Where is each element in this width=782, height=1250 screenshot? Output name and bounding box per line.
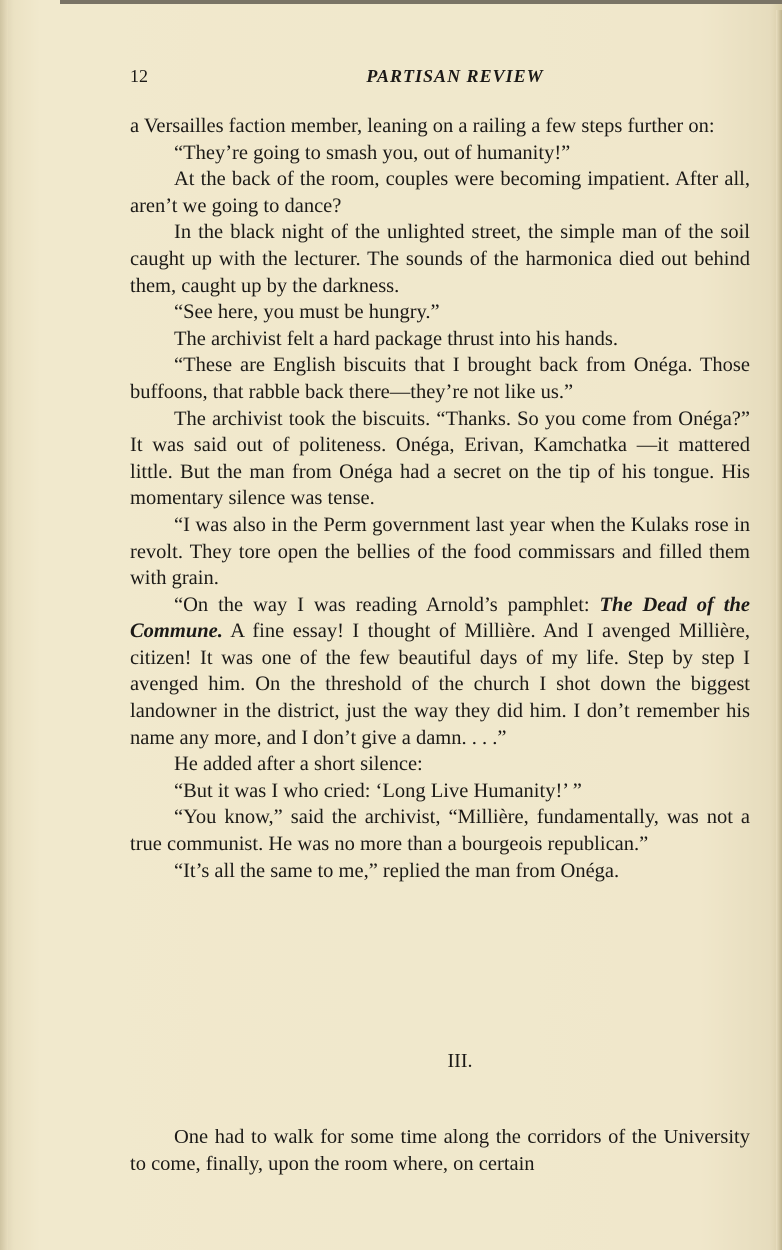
paragraph: “But it was I who cried: ‘Long Live Humanity!’ ” [174, 779, 582, 802]
running-head: PARTISAN REVIEW [366, 66, 544, 86]
paragraph: “You know,” said the archivist, “Millière, fundamentally, was not a true communist. He was no more than a bourgeois republican.” [130, 806, 750, 856]
page-top-edge [60, 0, 782, 4]
paragraph: “See here, you must be hungry.” [174, 301, 440, 324]
paragraph: In the black night of the unlighted street, the simple man of the soil caught up with the lecturer. The sounds of the harmonica died out behind them, caught up by the darkness. [130, 221, 750, 297]
page-number: 12 [130, 66, 148, 86]
paragraph: “It’s all the same to me,” replied the man from Onéga. [174, 859, 620, 882]
paragraph: One had to walk for some time along the corridors of the University to come, finally, upon the room where, on certain [130, 1126, 750, 1175]
section-heading: III. [447, 1050, 473, 1072]
page-right-edge [776, 10, 782, 1250]
section-body-text [130, 1124, 750, 1177]
page-header [130, 66, 750, 90]
body-text [130, 113, 750, 884]
paragraph: The archivist took the biscuits. “Thanks. So you come from Onéga?” It was said out of politeness. Onéga, Erivan, Kamchatka —it mattered little. But the man from Onéga had a secret on the tip of his tongue. His momentary silence was tense. [130, 407, 750, 510]
paragraph: At the back of the room, couples were becoming impatient. After all, aren’t we going to dance? [130, 168, 750, 217]
paragraph: a Versailles faction member, leaning on a railing a few steps further on: [130, 115, 715, 137]
paragraph-text: A fine essay! I thought of Millière. And I avenged Millière, citizen! It was one of the few beautiful days of my life. Step by step I avenged him. On the threshold of the church I shot down the biggest landowner in the district, just the way they did him. I don’t remember his name any more, and I don’t give a damn. . . .” [130, 620, 750, 749]
paragraph: He added after a short silence: [174, 753, 423, 776]
paragraph: The archivist felt a hard package thrust into his hands. [174, 327, 619, 350]
page-spine [0, 0, 8, 1250]
paragraph: “I was also in the Perm government last year when the Kulaks rose in revolt. They tore open the bellies of the food commissars and filled them with grain. [130, 513, 750, 590]
paragraph: “They’re going to smash you, out of humanity!” [174, 141, 571, 164]
paragraph-text: “On the way I was reading Arnold’s pamphlet: [174, 593, 600, 616]
pamphlet-title: The Dead of the Commune. [130, 593, 750, 643]
paragraph-arnold [130, 592, 750, 752]
paragraph: “These are English biscuits that I brought back from Onéga. Those buffoons, that rabble back there—they’re not like us.” [130, 354, 750, 403]
